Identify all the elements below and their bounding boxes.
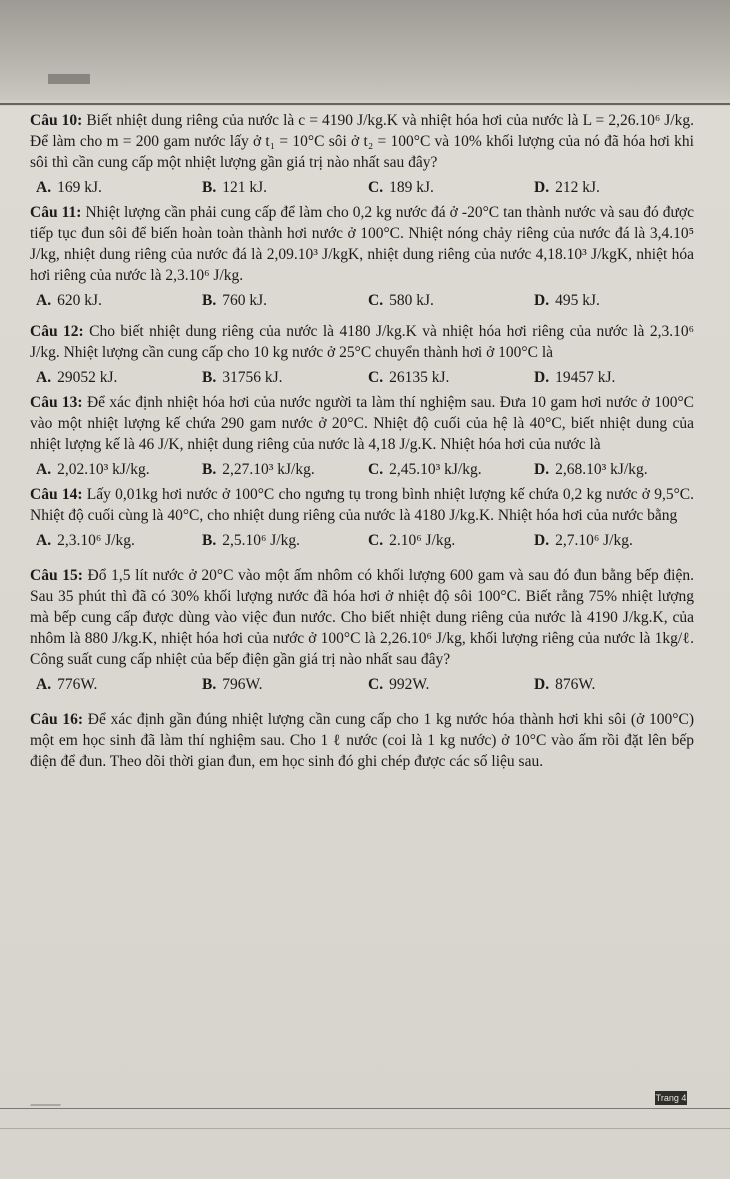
question-12 xyxy=(30,321,694,388)
page-number-badge: Trang 4 xyxy=(655,1093,687,1103)
question-text: Đổ 1,5 lít nước ở 20°C vào một ấm nhôm có khối lượng 600 gam và sau đó đun bằng bếp điện. Sau 35 phút thì đã có 30% khối lượng nước đã hóa hơi ở nhiệt độ sôi 100°C. Biết rằng 75% nhiệt lượng mà bếp cung cấp được dùng vào việc đun nước. Cho biết nhiệt dung riêng của nước là 4190 J/kg.K, của nhôm là 880 J/kg.K, nhiệt hóa hơi của nước ở 100°C là 2,26.10⁶ J/kg, khối lượng riêng của nước là 1kg/ℓ. Công suất cung cấp nhiệt của bếp điện gần giá trị nào nhất sau đây? xyxy=(30,567,694,668)
option-a: A. 2,3.10⁶ J/kg. xyxy=(36,532,135,549)
question-number: Câu 16: xyxy=(30,711,83,728)
bottom-rule-secondary xyxy=(0,1128,730,1129)
option-a: A. 2,02.10³ kJ/kg. xyxy=(36,461,150,478)
question-15 xyxy=(30,565,694,695)
option-d: D. 495 kJ. xyxy=(534,292,600,309)
option-c: C. 580 kJ. xyxy=(368,292,434,309)
option-b: B. 2,27.10³ kJ/kg. xyxy=(202,461,315,478)
options-row xyxy=(30,674,694,695)
question-text: Cho biết nhiệt dung riêng của nước là 4180 J/kg.K và nhiệt hóa hơi riêng của nước là 2,3.10⁶ J/kg. Nhiệt lượng cần cung cấp cho 10 kg nước ở 25°C chuyển thành hơi ở 100°C là xyxy=(30,323,694,361)
question-number: Câu 10: xyxy=(30,112,83,129)
option-b: B. 2,5.10⁶ J/kg. xyxy=(202,532,300,549)
option-a: A. 29052 kJ. xyxy=(36,369,118,386)
question-list xyxy=(30,110,694,776)
option-b: B. 31756 kJ. xyxy=(202,369,283,386)
option-b: B. 121 kJ. xyxy=(202,179,268,196)
option-d: D. 2,7.10⁶ J/kg. xyxy=(534,532,633,549)
faded-mark xyxy=(48,74,90,84)
options-row xyxy=(30,367,694,388)
question-number: Câu 14: xyxy=(30,486,83,503)
option-b: B. 760 kJ. xyxy=(202,292,268,309)
bottom-rule xyxy=(0,1108,730,1109)
question-14 xyxy=(30,484,694,551)
option-b: B. 796W. xyxy=(202,676,263,693)
option-c: C. 2,45.10³ kJ/kg. xyxy=(368,461,482,478)
option-d: D. 876W. xyxy=(534,676,596,693)
photo-top-shadow xyxy=(0,0,730,100)
question-text: Biết nhiệt dung riêng của nước là c = 4190 J/kg.K và nhiệt hóa hơi của nước là L = 2,26.10⁶ J/kg. Để làm cho m = 200 gam nước lấy ở t₁ = 10°C sôi ở t₂ = 100°C và 10% khối lượng của nó đã hóa hơi khi sôi thì cần cung cấp một nhiệt lượng gần giá trị nào nhất sau đây? xyxy=(30,112,694,171)
question-text: Lấy 0,01kg hơi nước ở 100°C cho ngưng tụ trong bình nhiệt lượng kế chứa 0,2 kg nước ở 9,5°C. Nhiệt độ cuối cùng là 40°C, cho nhiệt dung riêng của nước là 4180 J/kg.K. Nhiệt hóa hơi của nước bằng xyxy=(30,486,695,524)
option-d: D. 212 kJ. xyxy=(534,179,600,196)
option-d: D. 19457 kJ. xyxy=(534,369,616,386)
options-row xyxy=(30,290,694,311)
options-row xyxy=(30,459,694,480)
options-row xyxy=(30,530,694,551)
options-row xyxy=(30,177,694,198)
question-number: Câu 12: xyxy=(30,323,84,340)
question-number: Câu 11: xyxy=(30,204,82,221)
option-c: C. 26135 kJ. xyxy=(368,369,450,386)
option-c: C. 992W. xyxy=(368,676,430,693)
option-a: A. 620 kJ. xyxy=(36,292,102,309)
question-11 xyxy=(30,202,694,311)
option-a: A. 776W. xyxy=(36,676,98,693)
option-a: A. 169 kJ. xyxy=(36,179,102,196)
option-c: C. 2.10⁶ J/kg. xyxy=(368,532,456,549)
question-10 xyxy=(30,110,694,198)
question-text: Để xác định gần đúng nhiệt lượng cần cung cấp cho 1 kg nước hóa thành hơi khi sôi (ở 100°C) một em học sinh đã làm thí nghiệm sau. Cho 1 ℓ nước (coi là 1 kg nước) ở 10°C vào ấm rồi đặt lên bếp điện để đun. Theo dõi thời gian đun, em học sinh đó ghi chép được các số liệu sau. xyxy=(30,711,694,770)
question-13 xyxy=(30,392,694,480)
question-number: Câu 15: xyxy=(30,567,83,584)
question-number: Câu 13: xyxy=(30,394,83,411)
question-text: Nhiệt lượng cần phải cung cấp để làm cho 0,2 kg nước đá ở -20°C tan thành nước và sau đó được tiếp tục đun sôi để biến hoàn toàn thành hơi nước ở 100°C. Nhiệt nóng chảy riêng của nước đá là 3,4.10⁵ J/kg, nhiệt dung riêng của nước đá là 2,09.10³ J/kgK, nhiệt dung riêng của nước 4,18.10³ J/kgK, nhiệt hóa hơi riêng của nước là 2,3.10⁶ J/kg. xyxy=(30,204,695,284)
option-c: C. 189 kJ. xyxy=(368,179,434,196)
question-text: Để xác định nhiệt hóa hơi của nước người ta làm thí nghiệm sau. Đưa 10 gam hơi nước ở 100°C vào một nhiệt lượng kế chứa 290 gam nước ở 20°C. Nhiệt độ cuối của hệ là 40°C, biết nhiệt dung của nhiệt lượng kế là 46 J/K, nhiệt dung riêng của nước là 4,18 J/g.K. Nhiệt hóa hơi của nước là xyxy=(30,394,694,453)
option-d: D. 2,68.10³ kJ/kg. xyxy=(534,461,648,478)
question-16 xyxy=(30,709,694,772)
top-rule xyxy=(0,103,730,105)
